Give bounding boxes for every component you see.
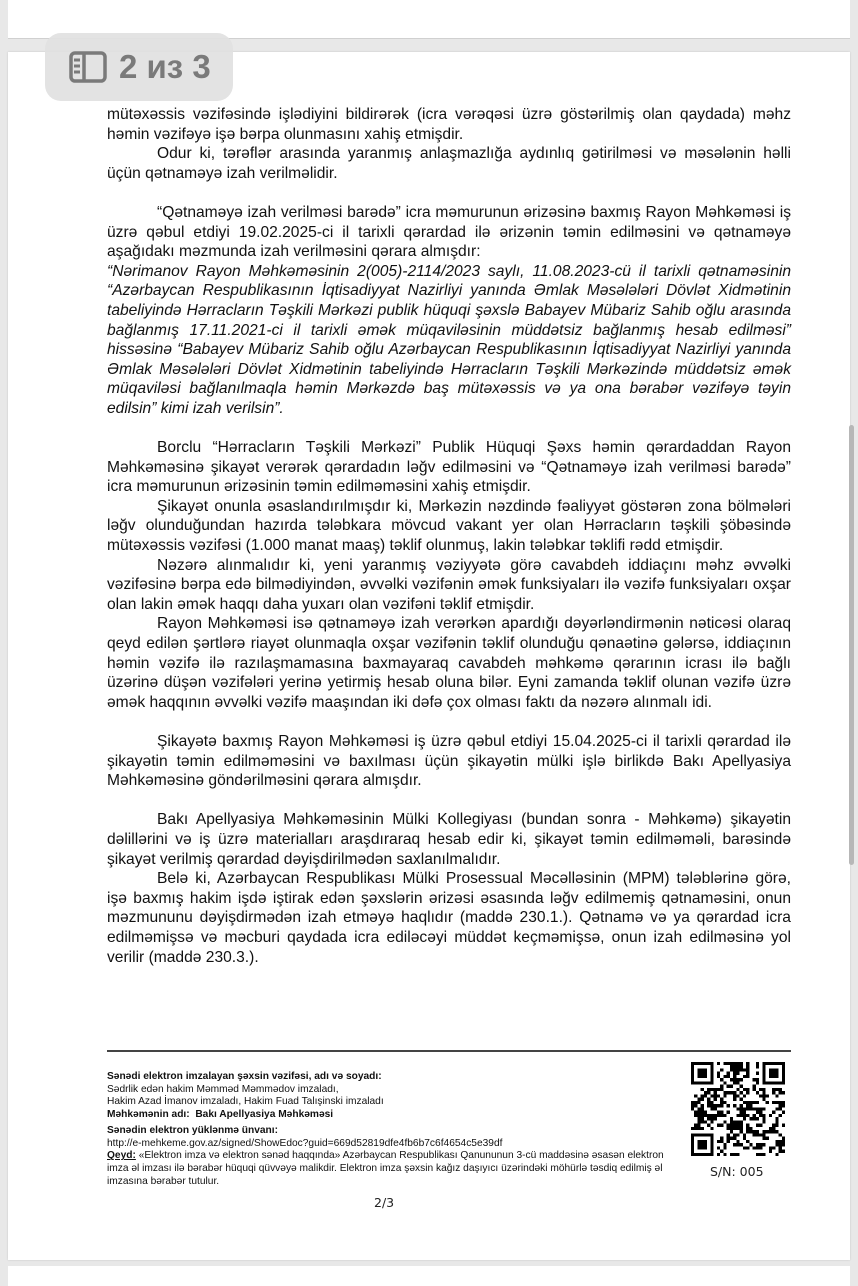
signature-footer bbox=[107, 1071, 687, 1188]
scrollbar[interactable] bbox=[849, 425, 854, 865]
serial-number: S/N: 005 bbox=[710, 1164, 764, 1179]
paragraph: mütəxəssis vəzifəsində işlədiyini bildirərək (icra vərəqəsi üzrə göstərilmiş olan qaydada) məhz həmin vəzifəyə işə bərpa olunmasını xahiş etmişdir. bbox=[107, 106, 791, 143]
document-body bbox=[107, 105, 791, 967]
paragraph: Borclu “Hərracların Təşkili Mərkəzi” Publik Hüquqi Şəxs həmin qərardaddan Rayon Məhkəməsinə şikayət verərək qərardadın ləğv edilməsini və “Qətnaməyə izah verilməsi barədə” icra məmurunun ərizəsinin təmin edilməməsini xahiş etmişdir. bbox=[107, 439, 791, 496]
paragraph: “Qətnaməyə izah verilməsi barədə” icra məmurunun ərizəsinə baxmış Rayon Məhkəməsi iş üzrə qəbul etdiyi 19.02.2025-ci il tarixli qərardad ilə ərizənin təmin edilməsini və qətnaməyə aşağıdakı məzmunda izah verilməsini qərara almışdır: bbox=[107, 203, 791, 261]
paragraph: Belə ki, Azərbaycan Respublikası Mülki Prosessual Məcəlləsinin (MPM) tələblərinə görə, işə baxmış hakim işdə iştirak edən şəxslərin ərizəsi əsasında ləğv edilmemiş qətnaməsini, onun məzmununu dəyişdirmədən izah etməyə haqlıdır (maddə 230.1.). Qətnamə və ya qərardad icra edilməmişsə və məcburi qaydada icra ediləcəyi müddət keçməmişsə, onun izah edilməsinə yol verilir (maddə 230.3.). bbox=[107, 870, 791, 966]
address-heading: Sənədin elektron yüklənmə ünvanı: bbox=[107, 1124, 278, 1136]
book-open-icon bbox=[69, 51, 107, 83]
paragraph: Şikayətə baxmış Rayon Məhkəməsi iş üzrə qəbul etdiyi 15.04.2025-ci il tarixli qərardad ilə şikayətin təmin edilməməsini və baxılması üçün şikayətin mülki işlə birlikdə Bakı Apellyasiya Məhkəməsinə göndərilməsini qərara almışdır. bbox=[107, 733, 791, 790]
document-page bbox=[8, 52, 850, 1260]
next-page-edge bbox=[8, 1266, 850, 1286]
footer-divider bbox=[107, 1050, 791, 1052]
page-number: 2/3 bbox=[374, 1195, 395, 1210]
qr-code[interactable] bbox=[691, 1062, 785, 1156]
paragraph: Şikayət onunla əsaslandırılmışdır ki, Mərkəzin nəzdində fəaliyyət göstərən zona bölmələri ləğv olunduğundan hazırda tələbkara mövcud vakant yer olan Hərracların təşkili şöbəsində mütəxəssis vəzifəsi (1.000 manat maaş) təklif olunmuş, lakin tələbkar təklifi rədd etmişdir. bbox=[107, 497, 791, 555]
signer-line: Hakim Azad İmanov imzaladı, Hakim Fuad Talışinski imzaladı bbox=[107, 1096, 384, 1108]
paragraph: Nəzərə alınmalıdır ki, yeni yaranmış vəziyyətə görə cavabdeh iddiaçını məhz əvvəlki vəzifəsinə bərpa edə bilmədiyindən, əvvəlki vəzifənin əmək funksiyaları ilə vəzifə funksiyaları oxşar olan lakin əmək haqqı daha yuxarı olan vəzifəni təklif etmişdir. bbox=[107, 556, 791, 613]
paragraph: Rayon Məhkəməsi isə qətnaməyə izah verərkən apardığı dəyərləndirmənin nəticəsi olaraq qeyd edilən şərtlərə riayət olunmaqla oxşar vəzifənin təklif olunduğu qənaətinə gələrsə, iddiaçının həmin vəzifə ilə razılaşmamasına baxmayaraq cavabdeh məhkəmə qərarının icrası ilə bağlı üzərinə düşən vəzifələri yerinə yetirmiş hesab oluna bilər. Eyni zamanda təklif olunan vəzifə üzrə əmək haqqının əvvəlki vəzifə maaşından iki dəfə çox olması faktı da nəzərə alınmalı idi. bbox=[107, 615, 791, 711]
signer-line: Sədrlik edən hakim Məmməd Məmmədov imzaladı, bbox=[107, 1083, 339, 1095]
quoted-ruling: “Nərimanov Rayon Məhkəməsinin 2(005)-2114/2023 saylı, 11.08.2023-cü il tarixli qətnaməsinin “Azərbaycan Respublikasının İqtisadiyyat Nazirliyi yanında Əmlak Məsələləri Dövlət Xidmətinin tabeliyində Hərracların Təşkili Mərkəzi publik hüquqi şəxslə Babayev Mübariz Sahib oğlu arasında bağlanmış 17.11.2021-ci il tarixli əmək müqaviləsinin müddətsiz bağlanmış hesab edilməsi” hissəsinə “Babayev Mübariz Sahib oğlu Azərbaycan Respublikasının İqtisadiyyat Nazirliyi yanında Əmlak Məsələləri Dövlət Xidmətinin tabeliyində Hərracların Təşkili Mərkəzində müddətsiz əmək müqaviləsi bağlanılmaqla həmin Mərkəzdə baş mütəxəssis və ya ona bərabər vəzifəyə təyin edilsin” kimi izah verilsin”. bbox=[107, 262, 791, 417]
legal-note: Qeyd: «Elektron imza və elektron sənəd haqqında» Azərbaycan Respublikası Qanununun 3-cü maddəsinə əsasən elektron imza əl imzası ilə bərabər hüquqi qüvvəyə malikdir. Elektron imza şəxsin kağız daşıyıcı üzərindəki möhürlə təsdiq edilmiş əl imzasına bərabər tutulur. bbox=[107, 1150, 664, 1187]
page-indicator-text: 2 из 3 bbox=[119, 48, 211, 85]
signer-heading: Sənədi elektron imzalayan şəxsin vəzifəsi, adı və soyadı: bbox=[107, 1071, 382, 1082]
address-url[interactable]: http://e-mehkeme.gov.az/signed/ShowEdoc?guid=669d52819dfe4fb6b7c6f4654c5e39df bbox=[107, 1137, 503, 1149]
court-name: Məhkəmənin adı: Bakı Apellyasiya Məhkəməsi bbox=[107, 1109, 334, 1121]
paragraph: Odur ki, tərəflər arasında yaranmış anlaşmazlığa aydınlıq gətirilməsi və məsələnin həlli üçün qətnaməyə izah verilməlidir. bbox=[107, 145, 791, 182]
page-indicator[interactable] bbox=[45, 33, 233, 101]
paragraph: Bakı Apellyasiya Məhkəməsinin Mülki Kollegiyası (bundan sonra - Məhkəmə) şikayətin dəlillərini və iş üzrə materialları araşdıraraq hesab edir ki, şikayət təmin edilməməli, barəsində şikayət verilmiş qərardad dəyişdirilmədən saxlanılmalıdır. bbox=[107, 811, 791, 868]
